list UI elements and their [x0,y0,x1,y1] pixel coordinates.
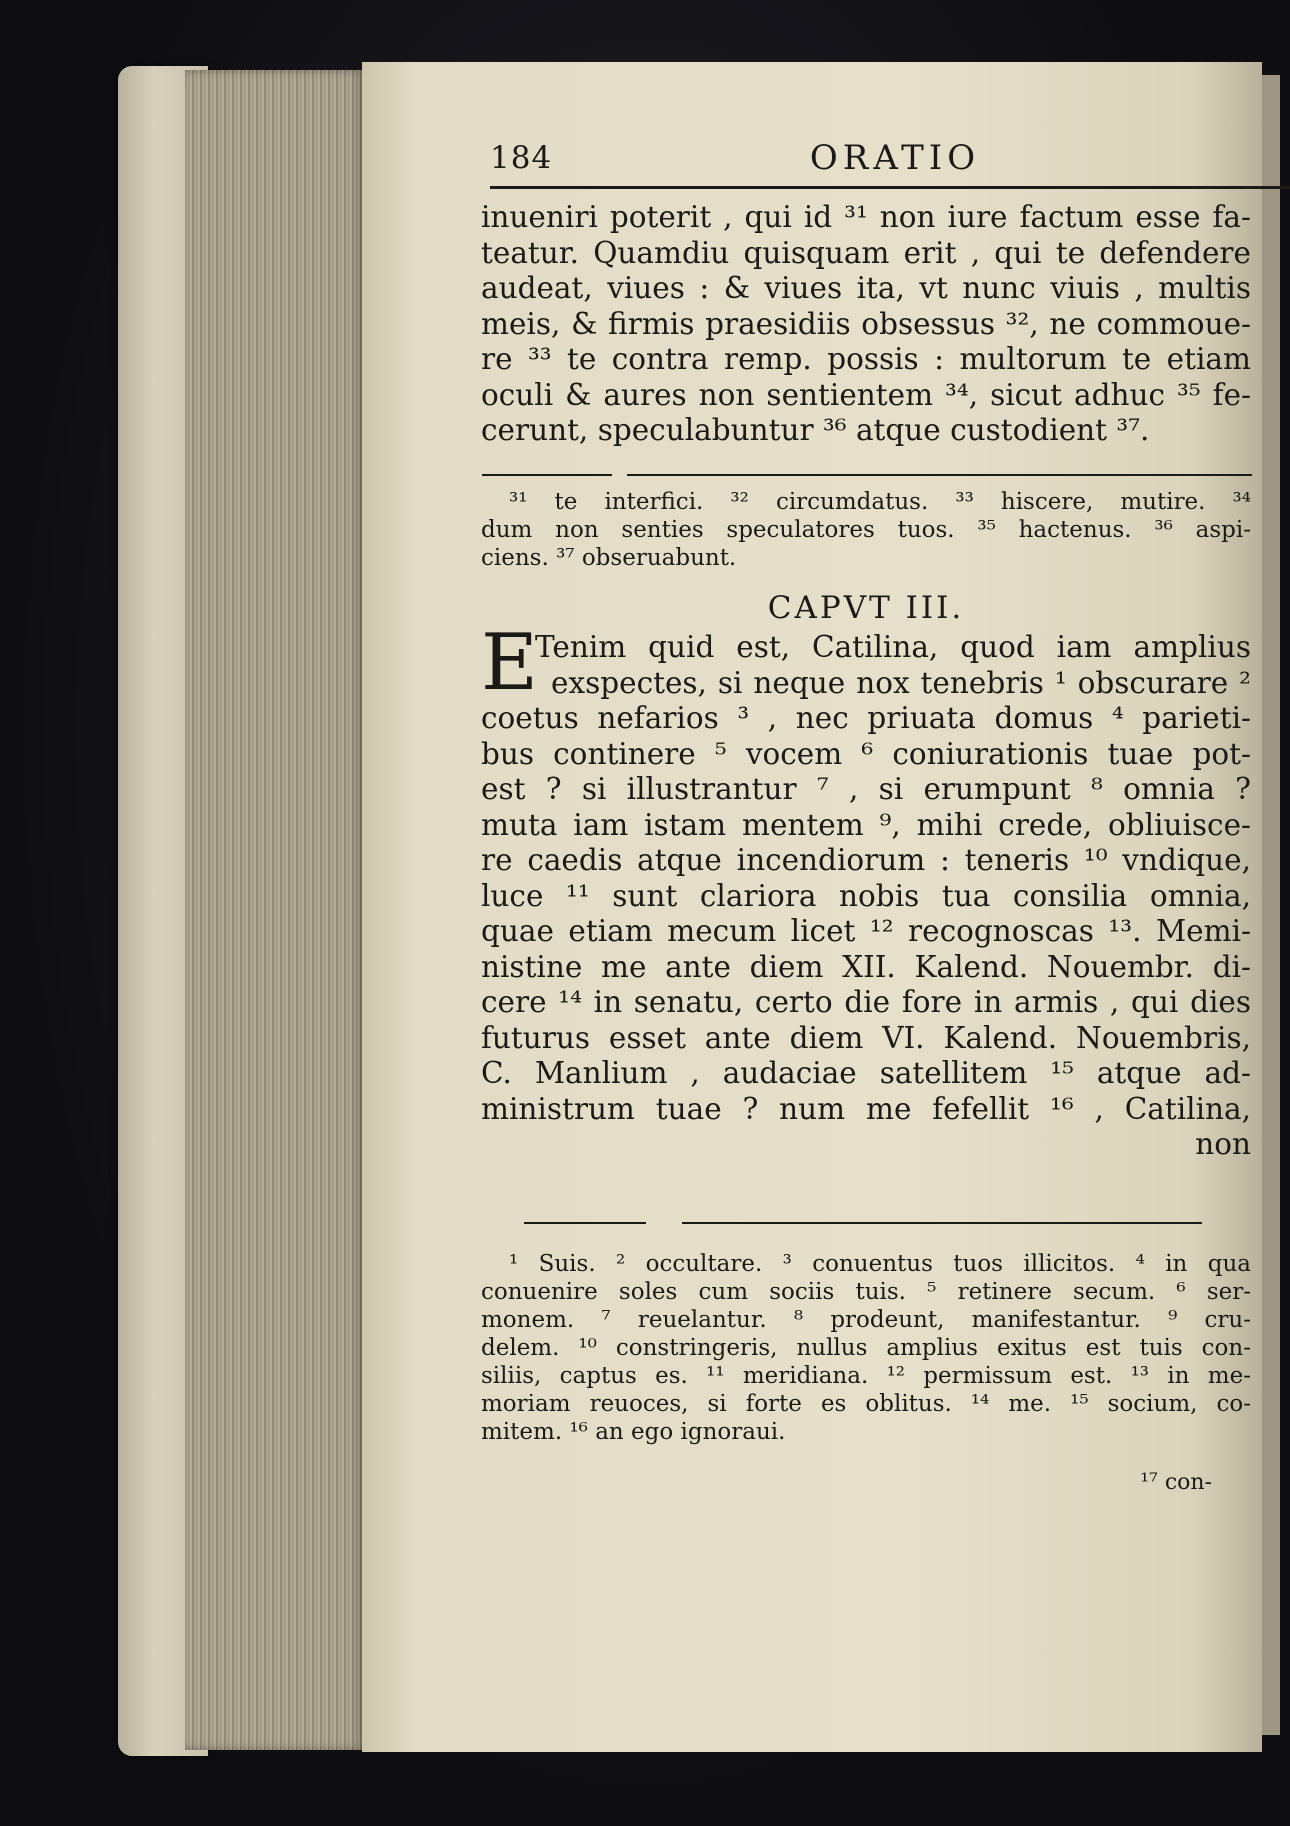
drop-capital: E [481,618,538,708]
text-line: coetus nefarios ³ , nec priuata domus ⁴ parieti- [481,701,1251,735]
top-text-block [481,200,1251,449]
text-line: non [1195,1127,1251,1161]
footnote-line: ¹ Suis. ² occultare. ³ conuentus tuos illicitos. ⁴ in qua [509,1251,1251,1277]
text-line: audeat, viues : & viues ita, vt nunc viuis , multis [481,271,1251,305]
catchword: ¹⁷ con- [1140,1470,1212,1495]
text-line: est ? si illustrantur ⁷ , si erumpunt ⁸ omnia ? [481,772,1251,806]
text-line: teatur. Quamdiu quisquam erit , qui te defendere [481,235,1251,270]
footnote-line: ³¹ te interfici. ³² circumdatus. ³³ hiscere, mutire. ³⁴ [509,489,1251,515]
footnote-line: conuenire soles cum sociis tuis. ⁵ retinere secum. ⁶ ser- [481,1279,1251,1305]
footnote-line: ciens. ³⁷ obseruabunt. [481,545,737,571]
text-line: futurus esset ante diem VI. Kalend. Nouembris, [481,1020,1251,1055]
text-line: ministrum tuae ? num me fefellit ¹⁶ , Catilina, [481,1091,1251,1126]
text-line: re ³³ te contra remp. possis : multorum te etiam [481,342,1251,376]
text-line: cerunt, speculabuntur ³⁶ atque custodient ³⁷. [481,413,1150,447]
text-line: re caedis atque incendiorum : teneris ¹⁰ vndique, [481,843,1251,877]
text-line: exspectes, si neque nox tenebris ¹ obscurare ² [551,665,1251,700]
text-line: bus continere ⁵ vocem ⁶ coniurationis tuae pot- [481,736,1251,771]
book-page [362,62,1262,1752]
notes-divider-right [627,474,1252,476]
page-stack-edges [185,70,365,1750]
text-line: Tenim quid est, Catilina, quod iam amplius [535,630,1251,664]
chapter-heading: CAPVT III. [767,590,965,626]
text-line: quae etiam mecum licet ¹² recognoscas ¹³. Memi- [481,914,1251,948]
footnote-line: delem. ¹⁰ constringeris, nullus amplius exitus est tuis con- [481,1335,1251,1361]
footnote-line: siliis, captus es. ¹¹ meridiana. ¹² permissum est. ¹³ in me- [481,1363,1251,1389]
footnote-line: dum non senties speculatores tuos. ³⁵ hactenus. ³⁶ aspi- [481,517,1251,543]
top-footnotes [481,488,1251,572]
text-line: nistine me ante diem XII. Kalend. Nouembr. di- [481,949,1251,984]
facing-page-edge [1262,75,1280,1735]
footnote-line: mitem. ¹⁶ an ego ignoraui. [481,1419,786,1445]
text-line: oculi & aures non sentientem ³⁴, sicut adhuc ³⁵ fe- [481,377,1251,412]
notes-divider-left [482,474,612,476]
text-line: luce ¹¹ sunt clariora nobis tua consilia omnia, [481,878,1251,913]
text-line: cere ¹⁴ in senatu, certo die fore in armis , qui dies [481,985,1251,1019]
chapter-text-block [481,630,1251,1163]
page-number: 184 [490,140,553,176]
bottom-notes-divider-right [682,1222,1202,1224]
bottom-notes-divider-left [524,1222,646,1224]
bottom-footnotes [481,1250,1251,1446]
footnote-line: monem. ⁷ reuelantur. ⁸ prodeunt, manifestantur. ⁹ cru- [481,1307,1251,1333]
text-line: meis, & firmis praesidiis obsessus ³², ne commoue- [481,306,1251,341]
footnote-line: moriam reuoces, si forte es oblitus. ¹⁴ me. ¹⁵ socium, co- [481,1391,1251,1417]
text-line: inueniri poterit , qui id ³¹ non iure factum esse fa- [481,200,1251,234]
text-line: C. Manlium , audaciae satellitem ¹⁵ atque ad- [481,1056,1251,1090]
text-line: muta iam istam mentem ⁹, mihi crede, obliuisce- [481,807,1251,842]
header-rule [490,186,1290,189]
running-title: ORATIO [809,138,981,178]
page-header [490,134,1290,184]
